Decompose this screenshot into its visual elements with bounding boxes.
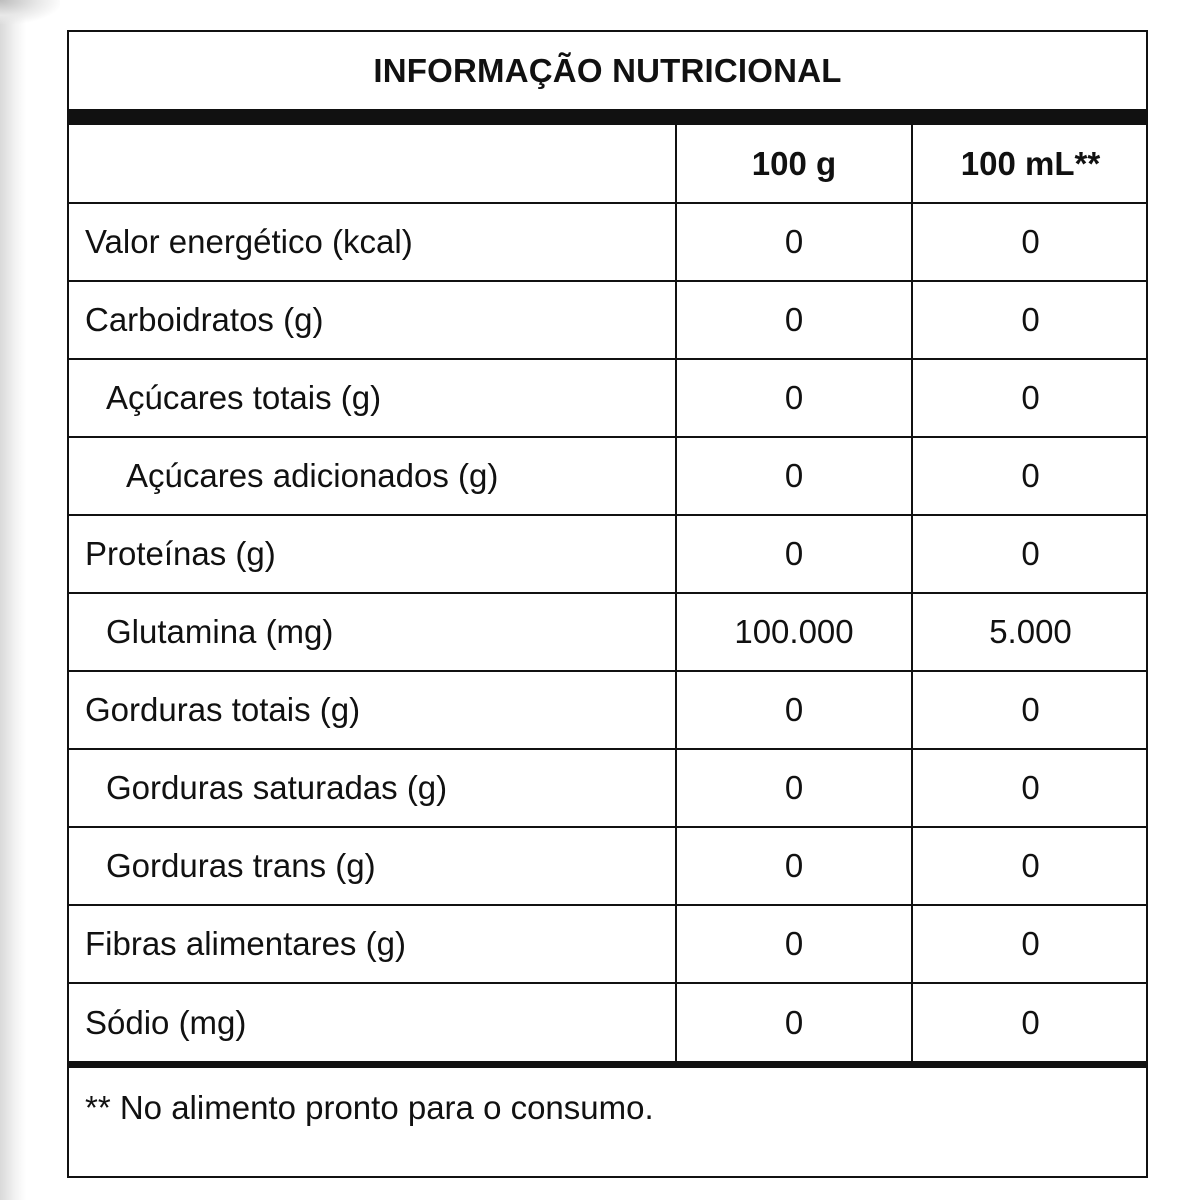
- value-per-100g: 0: [676, 827, 912, 905]
- nutrient-name: Proteínas (g): [69, 515, 676, 593]
- value-per-100ml: 0: [912, 203, 1148, 281]
- value-per-100g: 0: [676, 281, 912, 359]
- page-corner-shadow: [0, 0, 60, 24]
- table-row: [69, 983, 1148, 1061]
- nutrient-name: Glutamina (mg): [69, 593, 676, 671]
- table-row: [69, 593, 1148, 671]
- table-bottom-divider: [69, 1061, 1146, 1068]
- nutrition-table: [69, 125, 1148, 1061]
- title-divider: [69, 109, 1146, 125]
- column-header-100ml: 100 mL**: [912, 125, 1148, 203]
- header-empty-cell: [69, 125, 676, 203]
- nutrient-name: Açúcares adicionados (g): [69, 437, 676, 515]
- nutrient-name: Carboidratos (g): [69, 281, 676, 359]
- value-per-100g: 0: [676, 905, 912, 983]
- value-per-100ml: 0: [912, 437, 1148, 515]
- value-per-100ml: 0: [912, 515, 1148, 593]
- value-per-100ml: 0: [912, 671, 1148, 749]
- table-row: [69, 905, 1148, 983]
- value-per-100g: 0: [676, 359, 912, 437]
- nutrient-name: Valor energético (kcal): [69, 203, 676, 281]
- nutrient-name: Gorduras saturadas (g): [69, 749, 676, 827]
- nutrition-facts-label: [67, 30, 1148, 1178]
- value-per-100ml: 0: [912, 359, 1148, 437]
- table-row: [69, 359, 1148, 437]
- nutrient-name: Gorduras totais (g): [69, 671, 676, 749]
- table-row: [69, 437, 1148, 515]
- label-title: INFORMAÇÃO NUTRICIONAL: [373, 51, 842, 89]
- footnote: ** No alimento pronto para o consumo.: [85, 1089, 654, 1126]
- value-per-100ml: 0: [912, 749, 1148, 827]
- value-per-100g: 0: [676, 437, 912, 515]
- table-row: [69, 281, 1148, 359]
- value-per-100g: 0: [676, 749, 912, 827]
- table-row: [69, 827, 1148, 905]
- table-row: [69, 671, 1148, 749]
- value-per-100ml: 0: [912, 827, 1148, 905]
- nutrient-name: Açúcares totais (g): [69, 359, 676, 437]
- nutrient-name: Gorduras trans (g): [69, 827, 676, 905]
- value-per-100ml: 0: [912, 983, 1148, 1061]
- table-header-row: [69, 125, 1148, 203]
- value-per-100ml: 0: [912, 281, 1148, 359]
- page-edge-shadow: [0, 0, 26, 1200]
- value-per-100g: 0: [676, 515, 912, 593]
- column-header-100g: 100 g: [676, 125, 912, 203]
- nutrition-table-body: [69, 125, 1148, 1061]
- table-row: [69, 515, 1148, 593]
- table-row: [69, 203, 1148, 281]
- table-row: [69, 749, 1148, 827]
- value-per-100g: 0: [676, 671, 912, 749]
- value-per-100ml: 5.000: [912, 593, 1148, 671]
- nutrient-name: Sódio (mg): [69, 983, 676, 1061]
- nutrient-name: Fibras alimentares (g): [69, 905, 676, 983]
- value-per-100g: 0: [676, 983, 912, 1061]
- value-per-100g: 0: [676, 203, 912, 281]
- value-per-100ml: 0: [912, 905, 1148, 983]
- value-per-100g: 100.000: [676, 593, 912, 671]
